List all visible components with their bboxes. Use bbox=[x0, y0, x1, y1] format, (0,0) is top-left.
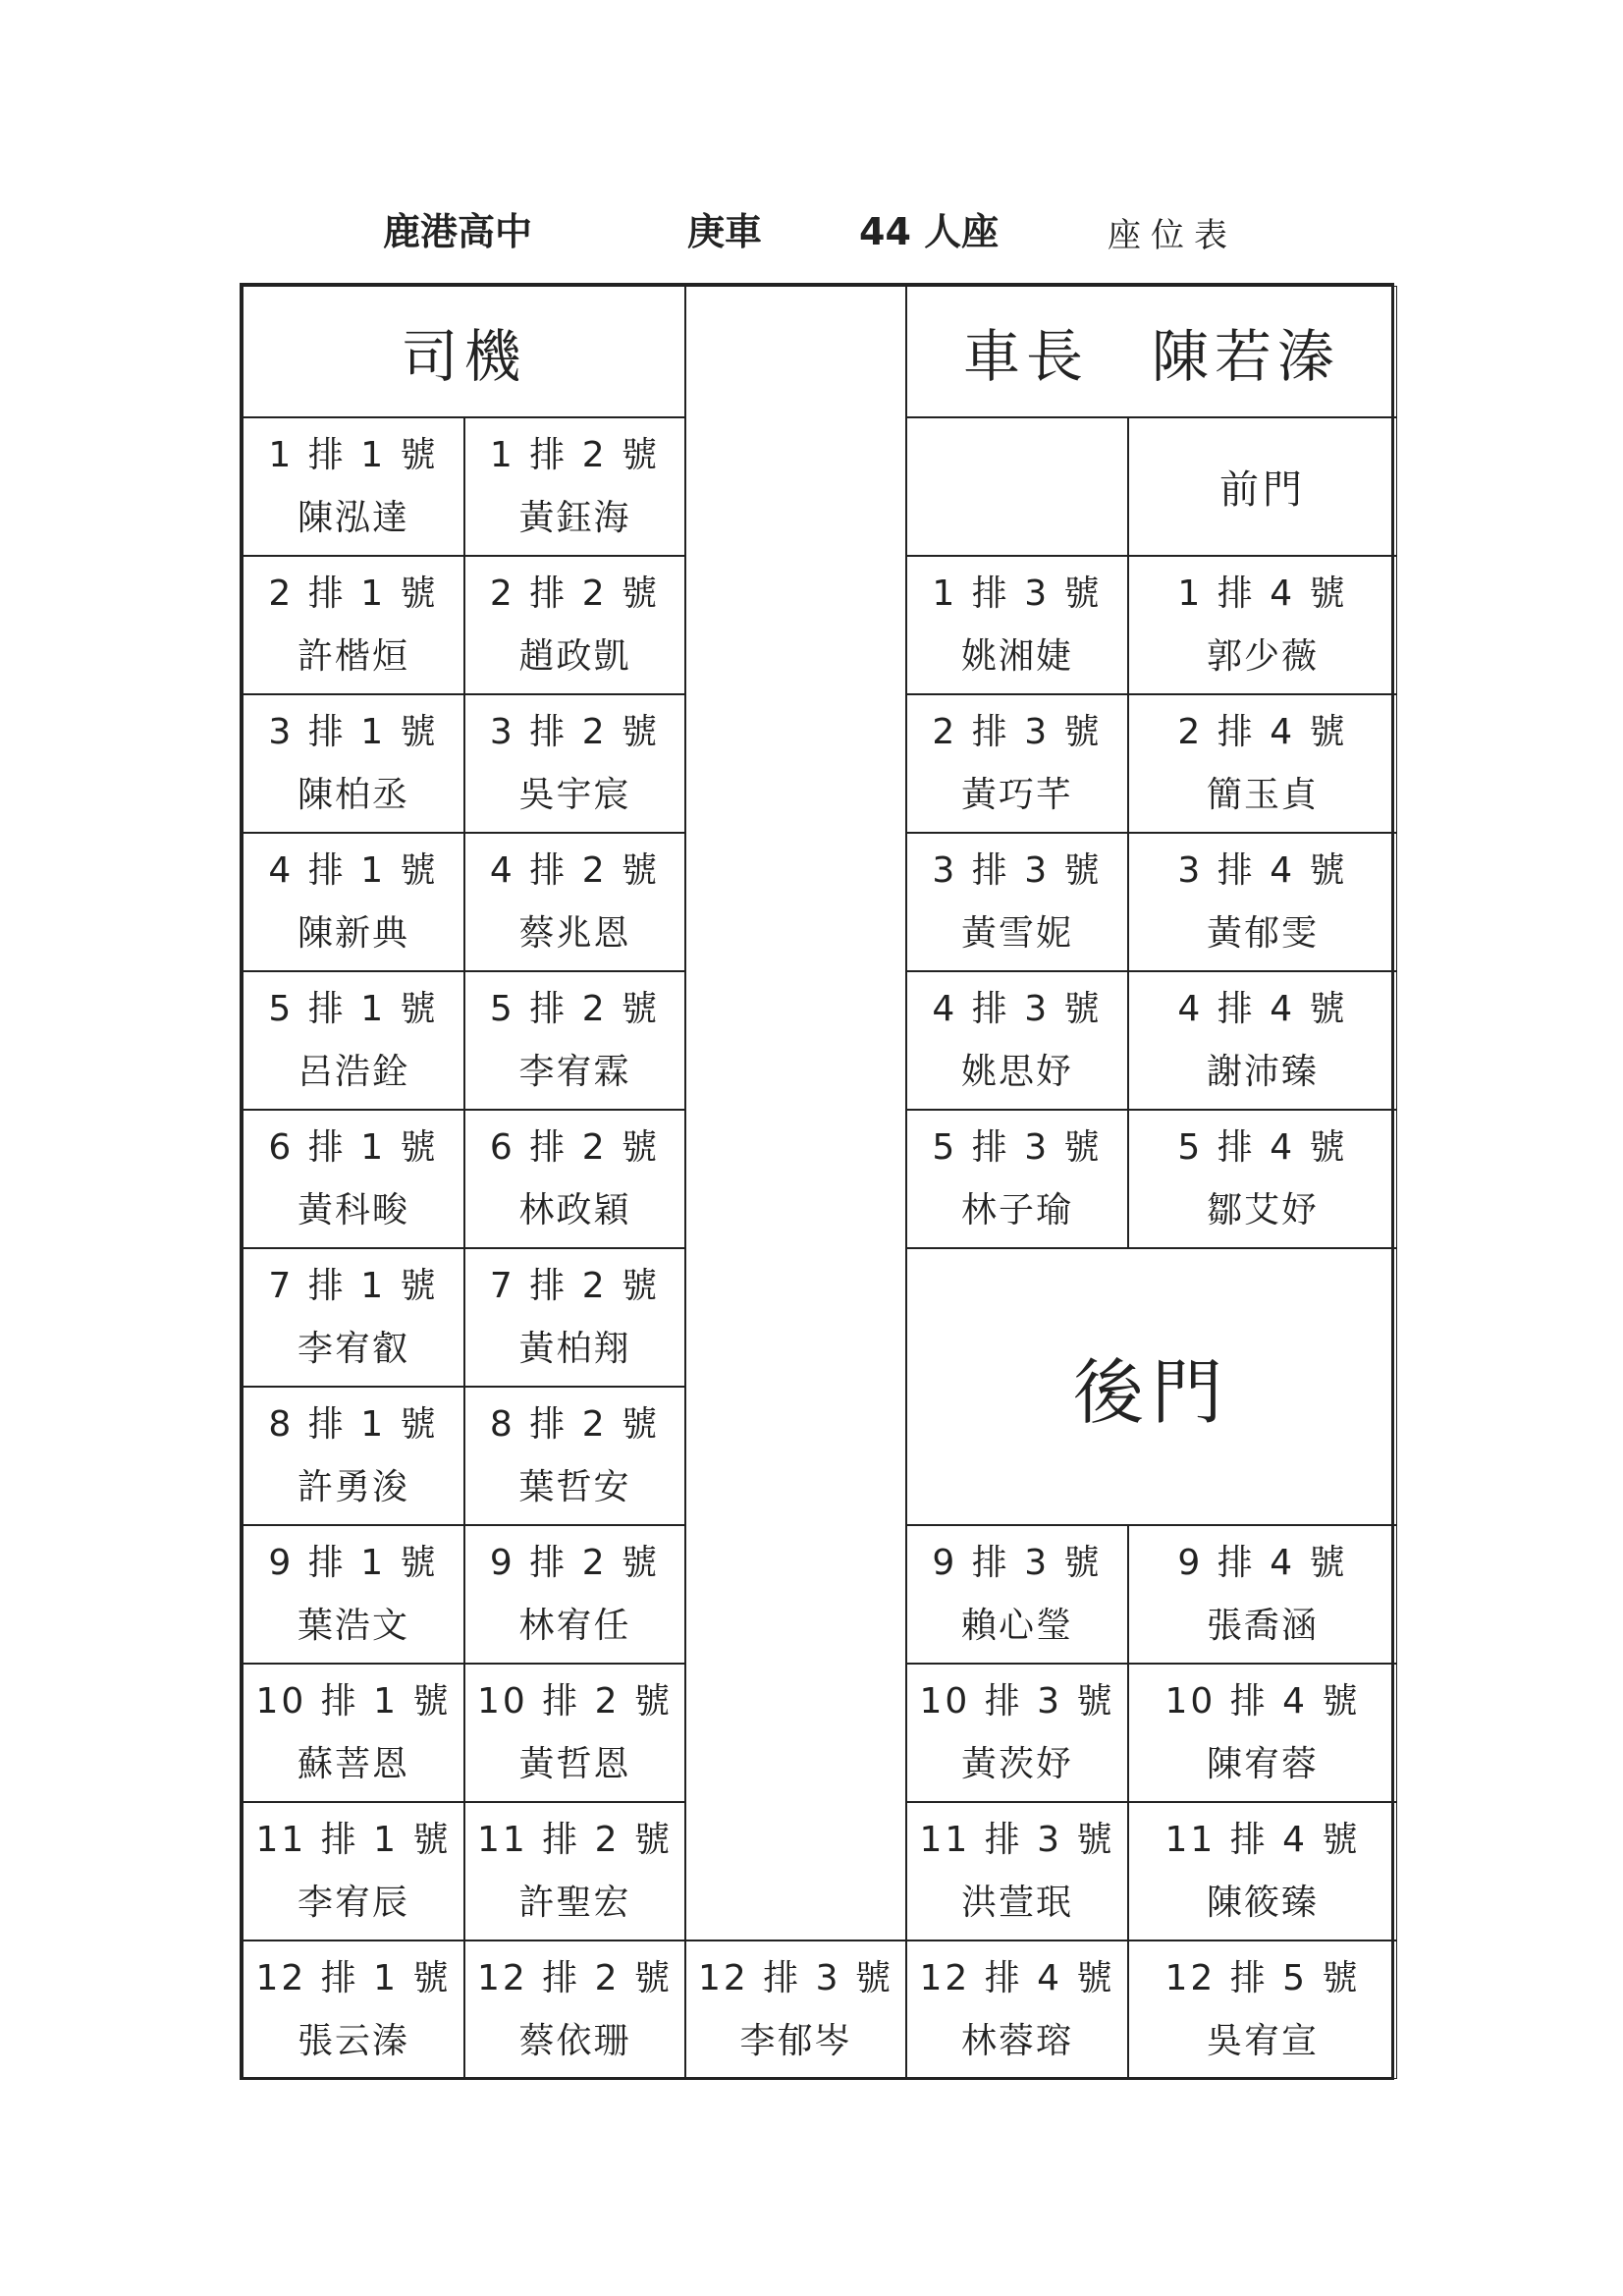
seat-number: 10 排 1 號 bbox=[255, 1680, 452, 1722]
seat-number: 1 排 3 號 bbox=[932, 573, 1103, 614]
seat-name: 葉哲安 bbox=[518, 1466, 631, 1507]
seat-number: 11 排 1 號 bbox=[255, 1819, 452, 1860]
seat-name: 黃巧芊 bbox=[960, 774, 1073, 815]
seat-name: 蔡依珊 bbox=[518, 2020, 631, 2061]
seat-name: 鄒艾妤 bbox=[1206, 1189, 1319, 1230]
back-door-cell: 後門 bbox=[906, 1248, 1397, 1525]
seat-name: 黃鈺海 bbox=[518, 497, 631, 538]
seat-number: 8 排 1 號 bbox=[268, 1403, 439, 1445]
seat-name: 林蓉瑢 bbox=[960, 2020, 1073, 2061]
seat-name: 陳宥蓉 bbox=[1206, 1743, 1319, 1784]
seat-number: 3 排 3 號 bbox=[932, 849, 1103, 891]
seat-name: 李宥辰 bbox=[297, 1882, 409, 1923]
seat-name: 葉浩文 bbox=[297, 1605, 409, 1646]
seat-cell bbox=[1128, 694, 1397, 833]
seat-number: 12 排 5 號 bbox=[1164, 1957, 1361, 1998]
seat-name: 李宥霖 bbox=[518, 1051, 631, 1092]
seat-cell bbox=[464, 1941, 685, 2079]
seat-number: 1 排 1 號 bbox=[268, 434, 439, 475]
seat-cell bbox=[243, 1941, 464, 2079]
seat-number: 2 排 3 號 bbox=[932, 711, 1103, 752]
seat-cell bbox=[464, 1248, 685, 1387]
seat-cell bbox=[243, 1525, 464, 1664]
seat-name: 許楷烜 bbox=[297, 635, 409, 677]
seat-cell bbox=[1128, 1525, 1397, 1664]
seat-cell bbox=[243, 971, 464, 1110]
seat-cell bbox=[906, 1941, 1128, 2079]
seat-number: 3 排 2 號 bbox=[489, 711, 661, 752]
seat-name: 林政穎 bbox=[518, 1189, 631, 1230]
seat-number: 5 排 1 號 bbox=[268, 988, 439, 1029]
seat-name: 黃哲恩 bbox=[518, 1743, 631, 1784]
seat-number: 4 排 1 號 bbox=[268, 849, 439, 891]
seat-number: 10 排 2 號 bbox=[476, 1680, 674, 1722]
seat-cell bbox=[243, 1110, 464, 1248]
seat-cell bbox=[1128, 833, 1397, 971]
aisle bbox=[685, 286, 906, 1941]
seat-name: 黃科畯 bbox=[297, 1189, 409, 1230]
school-title: 鹿港高中 bbox=[383, 210, 533, 253]
seat-number: 9 排 1 號 bbox=[268, 1542, 439, 1583]
seat-number: 11 排 2 號 bbox=[476, 1819, 674, 1860]
seat-cell bbox=[243, 833, 464, 971]
seat-name: 李宥叡 bbox=[297, 1328, 409, 1369]
seat-cell bbox=[464, 694, 685, 833]
seat-number: 2 排 2 號 bbox=[489, 573, 661, 614]
seat-cell bbox=[464, 1664, 685, 1802]
seat-cell bbox=[464, 1802, 685, 1941]
seat-cell bbox=[243, 1387, 464, 1525]
seat-name: 許聖宏 bbox=[518, 1882, 631, 1923]
seat-name: 洪萱珉 bbox=[960, 1882, 1073, 1923]
seat-number: 2 排 4 號 bbox=[1177, 711, 1348, 752]
seat-number: 4 排 2 號 bbox=[489, 849, 661, 891]
seat-cell bbox=[906, 1110, 1128, 1248]
seat-number: 10 排 3 號 bbox=[919, 1680, 1115, 1722]
seat-number: 5 排 3 號 bbox=[932, 1126, 1103, 1168]
seat-cell bbox=[1128, 1110, 1397, 1248]
seat-cell bbox=[906, 971, 1128, 1110]
seat-name: 許勇浚 bbox=[297, 1466, 409, 1507]
seat-number: 12 排 4 號 bbox=[919, 1957, 1115, 1998]
seat-cell bbox=[1128, 1664, 1397, 1802]
seat-name: 呂浩銓 bbox=[297, 1051, 409, 1092]
seat-name: 陳新典 bbox=[297, 912, 409, 954]
seat-cell bbox=[906, 1664, 1128, 1802]
seat-cell bbox=[464, 1387, 685, 1525]
seat-cell bbox=[1128, 971, 1397, 1110]
seat-number: 11 排 3 號 bbox=[919, 1819, 1115, 1860]
seat-cell bbox=[1128, 556, 1397, 694]
seat-number: 6 排 1 號 bbox=[268, 1126, 439, 1168]
empty-cell bbox=[906, 417, 1128, 556]
seat-number: 7 排 2 號 bbox=[489, 1265, 661, 1306]
seat-name: 黃雪妮 bbox=[960, 912, 1073, 954]
seat-cell bbox=[464, 1110, 685, 1248]
seat-number: 9 排 4 號 bbox=[1177, 1542, 1348, 1583]
seat-number: 4 排 3 號 bbox=[932, 988, 1103, 1029]
seat-number: 10 排 4 號 bbox=[1164, 1680, 1361, 1722]
seat-name: 賴心瑩 bbox=[960, 1605, 1073, 1646]
seat-name: 陳泓達 bbox=[297, 497, 409, 538]
front-door-cell: 前門 bbox=[1128, 417, 1397, 556]
seat-name: 林子瑜 bbox=[960, 1189, 1073, 1230]
seat-name: 陳筱臻 bbox=[1206, 1882, 1319, 1923]
sheet-title: 座位表 bbox=[1108, 216, 1237, 255]
seat-cell bbox=[1128, 1802, 1397, 1941]
seat-cell bbox=[906, 556, 1128, 694]
seat-name: 陳柏丞 bbox=[297, 774, 409, 815]
seat-number: 12 排 1 號 bbox=[255, 1957, 452, 1998]
seat-number: 7 排 1 號 bbox=[268, 1265, 439, 1306]
seat-name: 黃茨妤 bbox=[960, 1743, 1073, 1784]
seat-number: 3 排 1 號 bbox=[268, 711, 439, 752]
seat-name: 黃柏翔 bbox=[518, 1328, 631, 1369]
seat-cell bbox=[906, 694, 1128, 833]
seat-name: 郭少薇 bbox=[1206, 635, 1319, 677]
seat-name: 林宥任 bbox=[518, 1605, 631, 1646]
car-title: 庚車 bbox=[687, 210, 763, 253]
seat-cell bbox=[1128, 1941, 1397, 2079]
seat-cell bbox=[906, 1525, 1128, 1664]
leader-cell: 車長 陳若溱 bbox=[906, 286, 1397, 417]
seat-number: 5 排 2 號 bbox=[489, 988, 661, 1029]
driver-cell: 司機 bbox=[243, 286, 685, 417]
seat-number: 1 排 4 號 bbox=[1177, 573, 1348, 614]
seat-cell bbox=[464, 833, 685, 971]
seat-number: 12 排 3 號 bbox=[697, 1957, 894, 1998]
seat-name: 蘇菩恩 bbox=[297, 1743, 409, 1784]
seat-name: 姚湘婕 bbox=[960, 635, 1073, 677]
seat-name: 張云溱 bbox=[297, 2020, 409, 2061]
capacity-title: 44 人座 bbox=[859, 210, 1000, 253]
seat-name: 蔡兆恩 bbox=[518, 912, 631, 954]
seat-cell bbox=[464, 971, 685, 1110]
seat-number: 11 排 4 號 bbox=[1164, 1819, 1361, 1860]
seat-number: 6 排 2 號 bbox=[489, 1126, 661, 1168]
seat-name: 吳宇宸 bbox=[518, 774, 631, 815]
seat-name: 吳宥宣 bbox=[1206, 2020, 1319, 2061]
seat-name: 趙政凱 bbox=[518, 635, 631, 677]
seat-number: 4 排 4 號 bbox=[1177, 988, 1348, 1029]
seat-cell bbox=[464, 556, 685, 694]
seat-cell bbox=[243, 1802, 464, 1941]
seat-cell bbox=[243, 1664, 464, 1802]
seat-cell bbox=[464, 1525, 685, 1664]
seat-name: 黃郁雯 bbox=[1206, 912, 1319, 954]
seat-name: 謝沛臻 bbox=[1206, 1051, 1319, 1092]
seat-name: 簡玉貞 bbox=[1206, 774, 1319, 815]
seating-chart bbox=[240, 283, 1394, 2080]
seat-cell bbox=[243, 556, 464, 694]
seat-number: 2 排 1 號 bbox=[268, 573, 439, 614]
seat-number: 9 排 2 號 bbox=[489, 1542, 661, 1583]
seat-cell bbox=[464, 417, 685, 556]
seat-cell bbox=[243, 417, 464, 556]
seat-number: 9 排 3 號 bbox=[932, 1542, 1103, 1583]
seat-cell bbox=[685, 1941, 906, 2079]
seat-number: 8 排 2 號 bbox=[489, 1403, 661, 1445]
seat-name: 張喬涵 bbox=[1206, 1605, 1319, 1646]
seat-cell bbox=[906, 833, 1128, 971]
seat-name: 姚思妤 bbox=[960, 1051, 1073, 1092]
seat-number: 5 排 4 號 bbox=[1177, 1126, 1348, 1168]
seat-number: 1 排 2 號 bbox=[489, 434, 661, 475]
seat-name: 李郁岑 bbox=[739, 2020, 852, 2061]
seat-number: 12 排 2 號 bbox=[476, 1957, 674, 1998]
seat-cell bbox=[243, 694, 464, 833]
seat-cell bbox=[906, 1802, 1128, 1941]
seat-cell bbox=[243, 1248, 464, 1387]
seat-number: 3 排 4 號 bbox=[1177, 849, 1348, 891]
